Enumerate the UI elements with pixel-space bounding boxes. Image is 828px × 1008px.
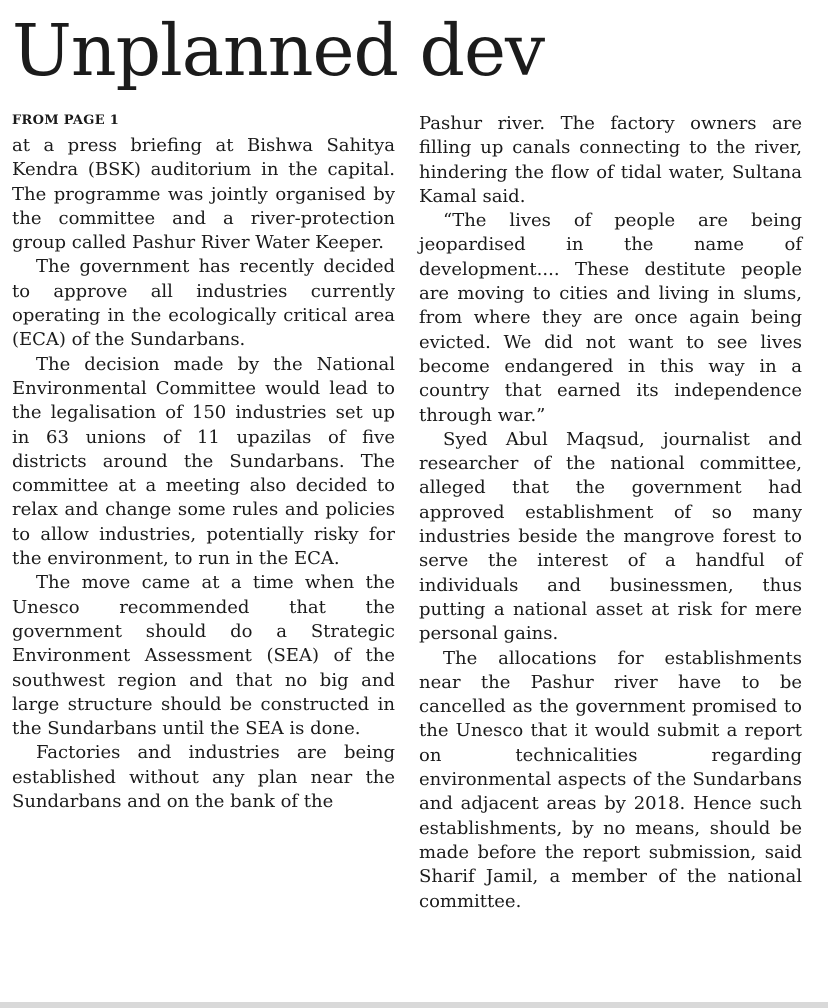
paragraph: Syed Abul Maqsud, journalist and researcher of the national committee, alleged that the government had approved establishment of so many industries beside the mangrove forest to serve the interest of a handful of individuals and businessmen, thus putting a national asset at risk for mere personal gains.	[419, 428, 802, 645]
continuation-kicker: FROM PAGE 1	[12, 113, 120, 128]
paragraph: Factories and industries are being established without any plan near the Sundarbans and on the bank of the	[12, 742, 395, 813]
headline: Unplanned dev	[12, 9, 545, 92]
page-bottom-edge	[0, 1002, 828, 1008]
paragraph: The government has recently decided to approve all industries currently operating in the ecologically critical area (ECA) of the Sundarbans.	[12, 256, 395, 351]
paragraph: The allocations for establishments near the Pashur river have to be cancelled as the government promised to the Unesco that it would submit a report on technicalities regarding environmental aspects of the Sundarbans and adjacent areas by 2018. Hence such establishments, by no means, should be made before the report submission, said Sharif Jamil, a member of the national committee.	[419, 647, 802, 912]
paragraph: at a press briefing at Bishwa Sahitya Kendra (BSK) auditorium in the capital. The programme was jointly organised by the committee and a river-protection group called Pashur River Water Keeper.	[12, 135, 395, 254]
paragraph: Pashur river. The factory owners are filling up canals connecting to the river, hindering the flow of tidal water, Sultana Kamal said.	[419, 113, 802, 207]
paragraph: “The lives of people are being jeopardised in the name of development.... These destitute people are moving to cities and living in slums, from where they are once again being evicted. We did not want to see lives become endangered in this way in a country that earned its independence through war.”	[419, 210, 802, 426]
paragraph: The move came at a time when the Unesco recommended that the government should do a Strategic Environment Assessment (SEA) of the southwest region and that no big and large structure should be constructed in the Sundarbans until the SEA is done.	[12, 572, 395, 740]
article-column-left	[12, 112, 395, 814]
paragraph: The decision made by the National Environmental Committee would lead to the legalisation of 150 industries set up in 63 unions of 11 upazilas of five districts around the Sundarbans. The committee at a meeting also decided to relax and change some rules and policies to allow industries, potentially risky for the environment, to run in the ECA.	[12, 353, 395, 570]
article-column-right	[419, 112, 802, 914]
